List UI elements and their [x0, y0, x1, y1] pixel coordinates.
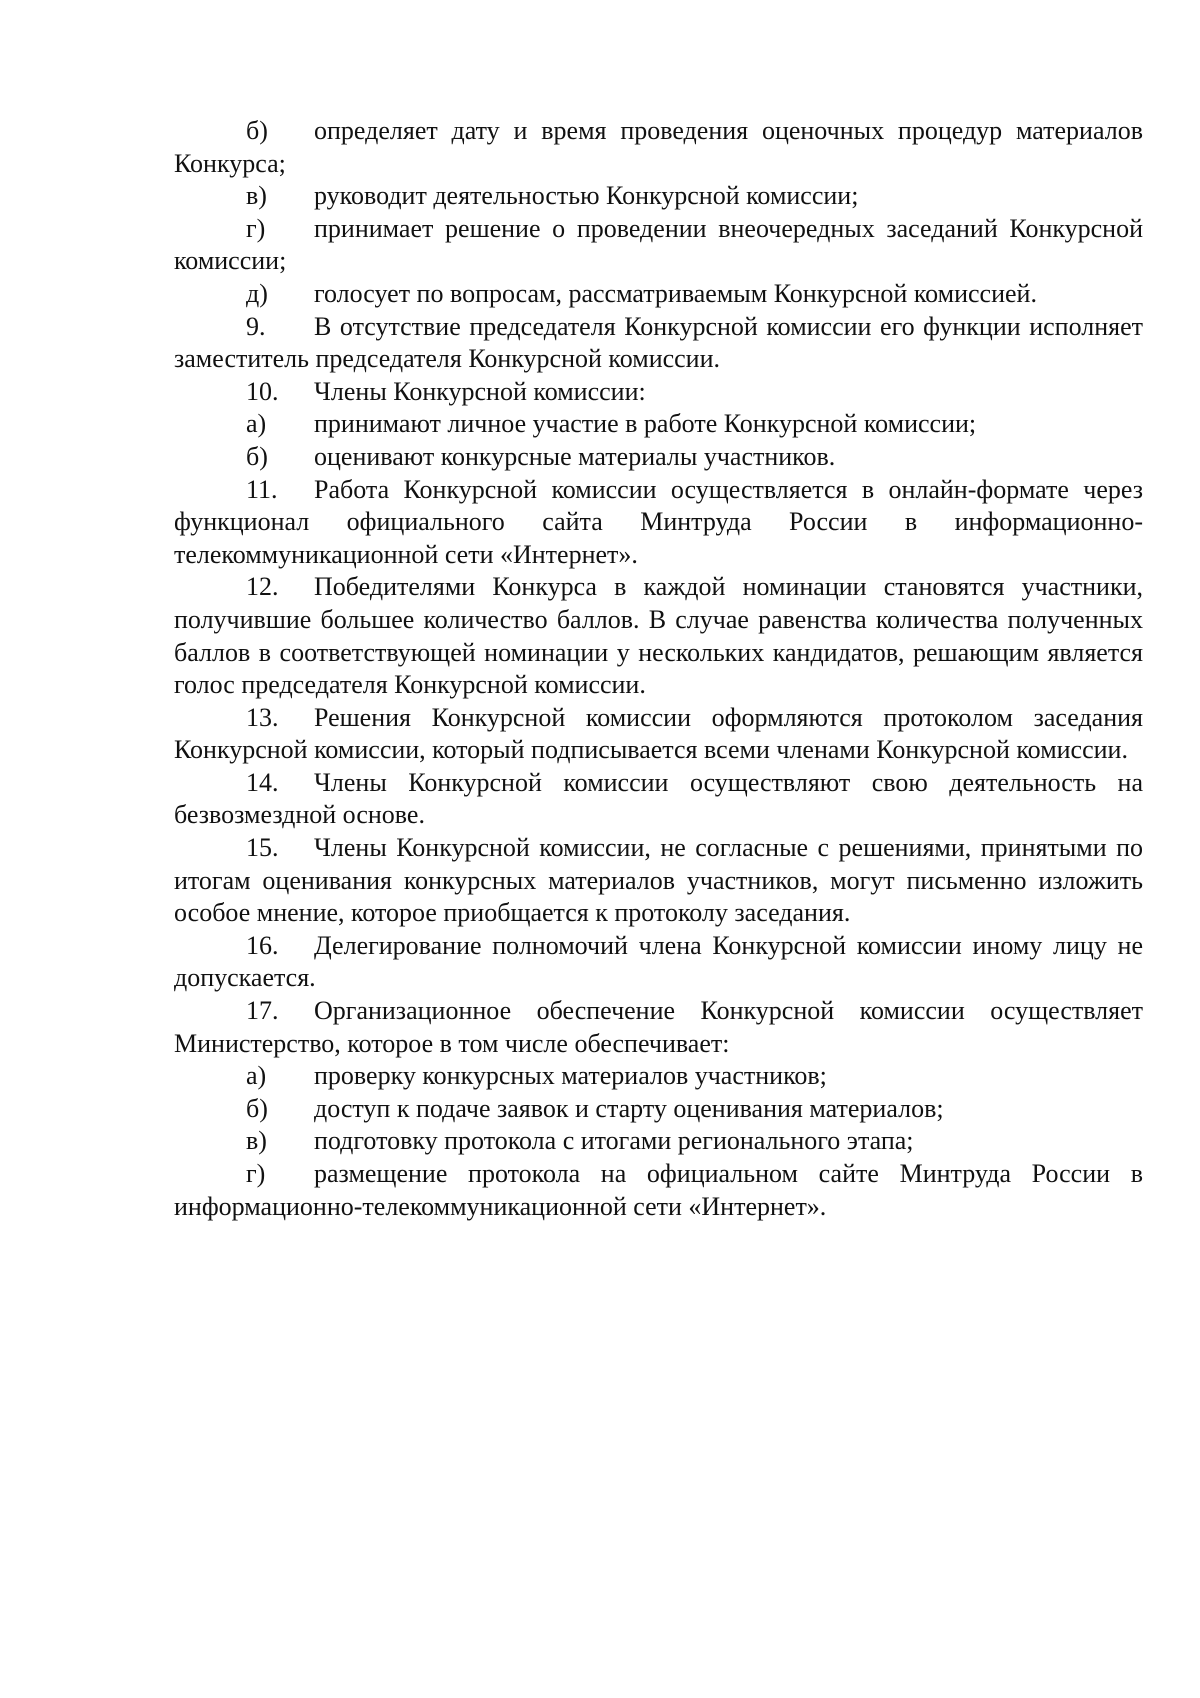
paragraph-text: Работа Конкурсной комиссии осуществляется в онлайн-формате через функционал официального сайта Минтруда России в информационно-телекоммуникационной сети «Интернет».: [174, 474, 1143, 569]
paragraph-text: принимают личное участие в работе Конкурсной комиссии;: [314, 409, 977, 439]
paragraph-number: 11.: [246, 474, 278, 504]
paragraph-16: [174, 930, 1143, 995]
paragraph-17: [174, 995, 1143, 1060]
paragraph-15: [174, 832, 1143, 930]
paragraph-11: [174, 474, 1143, 572]
paragraph-number: в): [246, 181, 267, 211]
document-body: [174, 115, 1143, 1223]
paragraph-number: 13.: [246, 702, 279, 732]
paragraph-text: определяет дату и время проведения оценочных процедур материалов Конкурса;: [174, 116, 1143, 178]
paragraph-number: 17.: [246, 996, 279, 1026]
paragraph-14: [174, 767, 1143, 832]
paragraph-g-extraordinary: [174, 213, 1143, 278]
paragraph-text: оценивают конкурсные материалы участников.: [314, 441, 836, 471]
paragraph-number: б): [246, 441, 268, 471]
paragraph-text: Решения Конкурсной комиссии оформляются протоколом заседания Конкурсной комиссии, который подписывается всеми членами Конкурсной комиссии.: [174, 702, 1143, 765]
paragraph-text: Члены Конкурсной комиссии осуществляют свою деятельность на безвозмездной основе.: [174, 767, 1143, 830]
paragraph-text: размещение протокола на официальном сайте Минтруда России в информационно-телекоммуникационной сети «Интернет».: [174, 1159, 1143, 1221]
paragraph-text: голосует по вопросам, рассматриваемым Конкурсной комиссией.: [314, 278, 1037, 308]
paragraph-text: Члены Конкурсной комиссии, не согласные с решениями, принятыми по итогам оценивания конкурсных материалов участников, могут письменно изложить особое мнение, которое приобщается к протоколу заседания.: [174, 833, 1143, 928]
paragraph-10: [174, 376, 1143, 409]
paragraph-b-dates: [174, 115, 1143, 180]
paragraph-text: доступ к подаче заявок и старту оценивания материалов;: [314, 1093, 944, 1123]
paragraph-text: Организационное обеспечение Конкурсной комиссии осуществляет Министерство, которое в том числе обеспечивает:: [174, 996, 1143, 1058]
paragraph-number: д): [246, 278, 268, 308]
paragraph-number: б): [246, 1093, 268, 1123]
paragraph-17-v: [174, 1125, 1143, 1158]
paragraph-number: 14.: [246, 767, 279, 797]
paragraph-number: б): [246, 116, 268, 145]
paragraph-text: принимает решение о проведении внеочередных заседаний Конкурсной комиссии;: [174, 213, 1143, 276]
paragraph-10-a: [174, 408, 1143, 441]
paragraph-d-votes: [174, 278, 1143, 311]
paragraph-9: [174, 311, 1143, 376]
paragraph-17-g: [174, 1158, 1143, 1223]
paragraph-text: Члены Конкурсной комиссии:: [314, 376, 646, 406]
paragraph-number: в): [246, 1126, 267, 1156]
paragraph-text: проверку конкурсных материалов участников;: [314, 1061, 827, 1091]
paragraph-13: [174, 702, 1143, 767]
paragraph-number: 16.: [246, 930, 279, 960]
paragraph-number: 12.: [246, 572, 279, 602]
paragraph-12: [174, 571, 1143, 701]
paragraph-17-b: [174, 1093, 1143, 1126]
paragraph-v-manages: [174, 180, 1143, 213]
paragraph-number: а): [246, 1061, 267, 1091]
paragraph-number: а): [246, 409, 267, 439]
paragraph-number: 15.: [246, 833, 279, 863]
paragraph-text: В отсутствие председателя Конкурсной комиссии его функции исполняет заместитель председателя Конкурсной комиссии.: [174, 311, 1143, 374]
paragraph-text: Делегирование полномочий члена Конкурсной комиссии иному лицу не допускается.: [174, 930, 1143, 993]
paragraph-number: г): [246, 213, 266, 243]
paragraph-text: подготовку протокола с итогами регионального этапа;: [314, 1126, 914, 1156]
paragraph-17-a: [174, 1060, 1143, 1093]
paragraph-number: 10.: [246, 376, 279, 406]
paragraph-text: Победителями Конкурса в каждой номинации становятся участники, получившие большее количество баллов. В случае равенства количества полученных баллов в соответствующей номинации у нескольких кандидатов, решающим является голос председателя Конкурсной комиссии.: [174, 572, 1143, 700]
paragraph-number: г): [246, 1159, 266, 1188]
paragraph-number: 9.: [246, 311, 266, 341]
paragraph-text: руководит деятельностью Конкурсной комиссии;: [314, 181, 859, 211]
paragraph-10-b: [174, 441, 1143, 474]
